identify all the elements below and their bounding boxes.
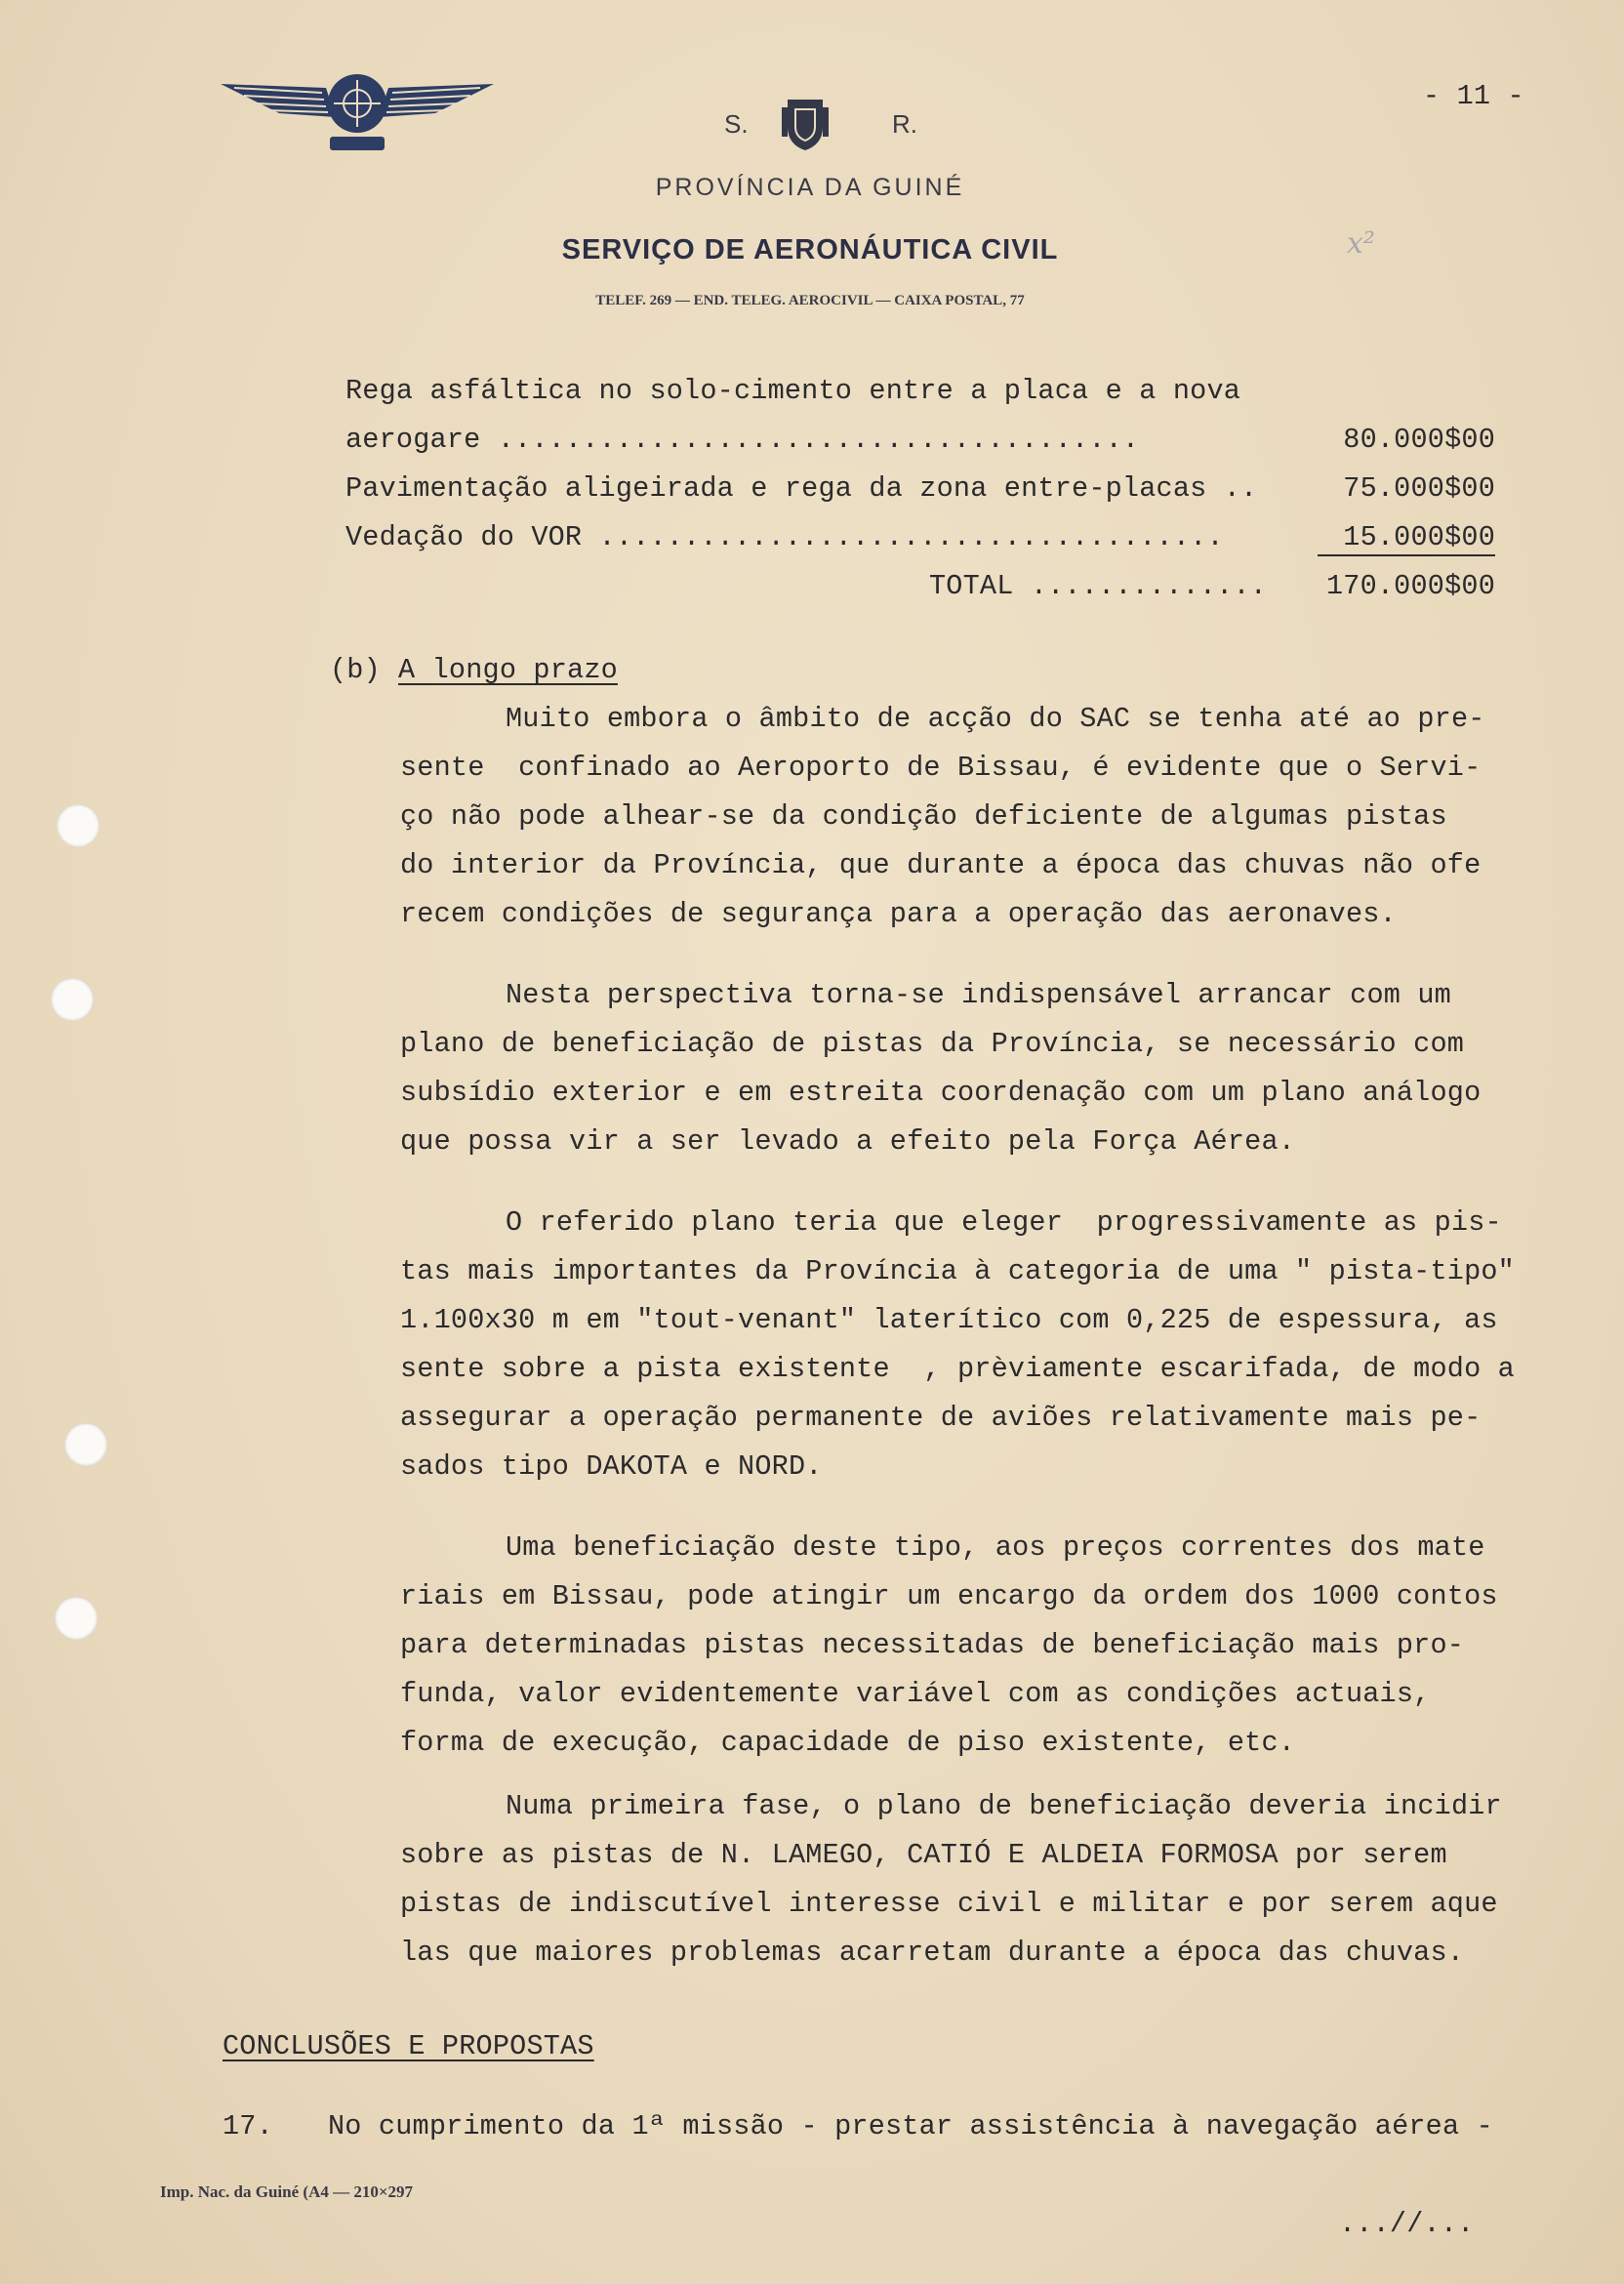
service-heading: SERVIÇO DE AERONÁUTICA CIVIL (561, 234, 1059, 265)
cost-item-label: Pavimentação aligeirada e rega da zona entre-placas .. (345, 472, 1258, 505)
subtotal-rule (1318, 554, 1495, 556)
section-title: A longo prazo (398, 654, 618, 686)
imprint-note: Imp. Nac. da Guiné (A4 — 210×297 (160, 2182, 414, 2201)
cost-item-label: aerogare ...................................... (345, 424, 1140, 456)
paragraph-line: recem condições de segurança para a operação das aeronaves. (400, 898, 1397, 930)
paragraph-line: sente confinado ao Aeroporto de Bissau, é evidente que o Servi- (400, 752, 1482, 784)
paragraph-line: Numa primeira fase, o plano de beneficiação deveria incidir (506, 1790, 1502, 1822)
item-text: No cumprimento da 1ª missão - prestar assistência à navegação aérea - (328, 2110, 1493, 2142)
paragraph-line: ço não pode alhear-se da condição deficiente de algumas pistas (400, 800, 1447, 833)
paragraph-line: las que maiores problemas acarretam durante a época das chuvas. (400, 1937, 1465, 1969)
cost-item-label: Vedação do VOR ..................................... (345, 521, 1224, 553)
letterhead-r-letter: R. (892, 109, 917, 139)
paragraph-line: O referido plano teria que eleger progressivamente as pis- (506, 1206, 1502, 1239)
cost-item-value: 75.000$00 (1343, 472, 1495, 505)
paragraph-line: do interior da Província, que durante a época das chuvas não ofe (400, 849, 1482, 881)
paragraph-line: Nesta perspectiva torna-se indispensável arrancar com um (506, 979, 1451, 1011)
coat-of-arms-seal (782, 94, 829, 152)
cost-item-value: 15.000$00 (1343, 521, 1495, 553)
paragraph-line: sente sobre a pista existente , prèviamente escarifada, de modo a (400, 1353, 1515, 1385)
total-value: 170.000$00 (1325, 570, 1495, 602)
province-heading: PROVÍNCIA DA GUINÉ (655, 174, 965, 201)
paragraph-line: sobre as pistas de N. LAMEGO, CATIÓ E ALDEIA FORMOSA por serem (400, 1839, 1447, 1871)
item-number: 17. (223, 2110, 273, 2142)
paragraph-line: Muito embora o âmbito de acção do SAC se tenha até ao pre- (506, 703, 1485, 735)
paragraph-line: assegurar a operação permanente de aviões relativamente mais pe- (400, 1402, 1482, 1434)
paragraph-line: sados tipo DAKOTA e NORD. (400, 1450, 823, 1483)
paragraph-line: riais em Bissau, pode atingir um encargo da ordem dos 1000 contos (400, 1580, 1498, 1612)
paragraph-line: pistas de indiscutível interesse civil e militar e por serem aque (400, 1888, 1498, 1920)
paragraph-line: que possa vir a ser levado a efeito pela Força Aérea. (400, 1125, 1296, 1158)
handwritten-mark: x² (1347, 226, 1375, 261)
paragraph-line: plano de beneficiação de pistas da Província, se necessário com (400, 1028, 1465, 1060)
continuation-mark: ...//... (1339, 2208, 1475, 2240)
cost-item-value: 80.000$00 (1343, 424, 1495, 456)
paragraph-line: funda, valor evidentemente variável com as condições actuais, (400, 1678, 1431, 1710)
section-marker: (b) (330, 654, 381, 686)
paragraph-line: forma de execução, capacidade de piso existente, etc. (400, 1727, 1296, 1759)
paragraph-line: 1.100x30 m em "tout-venant" laterítico com 0,225 de espessura, as (400, 1304, 1498, 1336)
paragraph-line: tas mais importantes da Província à categoria de uma " pista-tipo" (400, 1255, 1515, 1287)
paragraph-line: subsídio exterior e em estreita coordenação com um plano análogo (400, 1077, 1482, 1109)
conclusions-heading: CONCLUSÕES E PROPOSTAS (223, 2030, 594, 2062)
paragraph-line: Uma beneficiação deste tipo, aos preços correntes dos mate (506, 1531, 1485, 1564)
letterhead-s-letter: S. (724, 109, 749, 139)
page-number: - 11 - (1423, 80, 1524, 112)
cost-intro-line: Rega asfáltica no solo-cimento entre a placa e a nova (345, 375, 1241, 407)
punch-hole (51, 978, 94, 1021)
punch-hole (64, 1423, 107, 1466)
winged-emblem-logo (221, 66, 494, 156)
punch-hole (57, 804, 100, 847)
letterhead-contacts: TELEF. 269 — END. TELEG. AEROCIVIL — CAIXA POSTAL, 77 (595, 293, 1025, 308)
total-label: TOTAL .............. (929, 570, 1268, 602)
paragraph-line: para determinadas pistas necessitadas de beneficiação mais pro- (400, 1629, 1465, 1661)
punch-hole (55, 1597, 98, 1640)
